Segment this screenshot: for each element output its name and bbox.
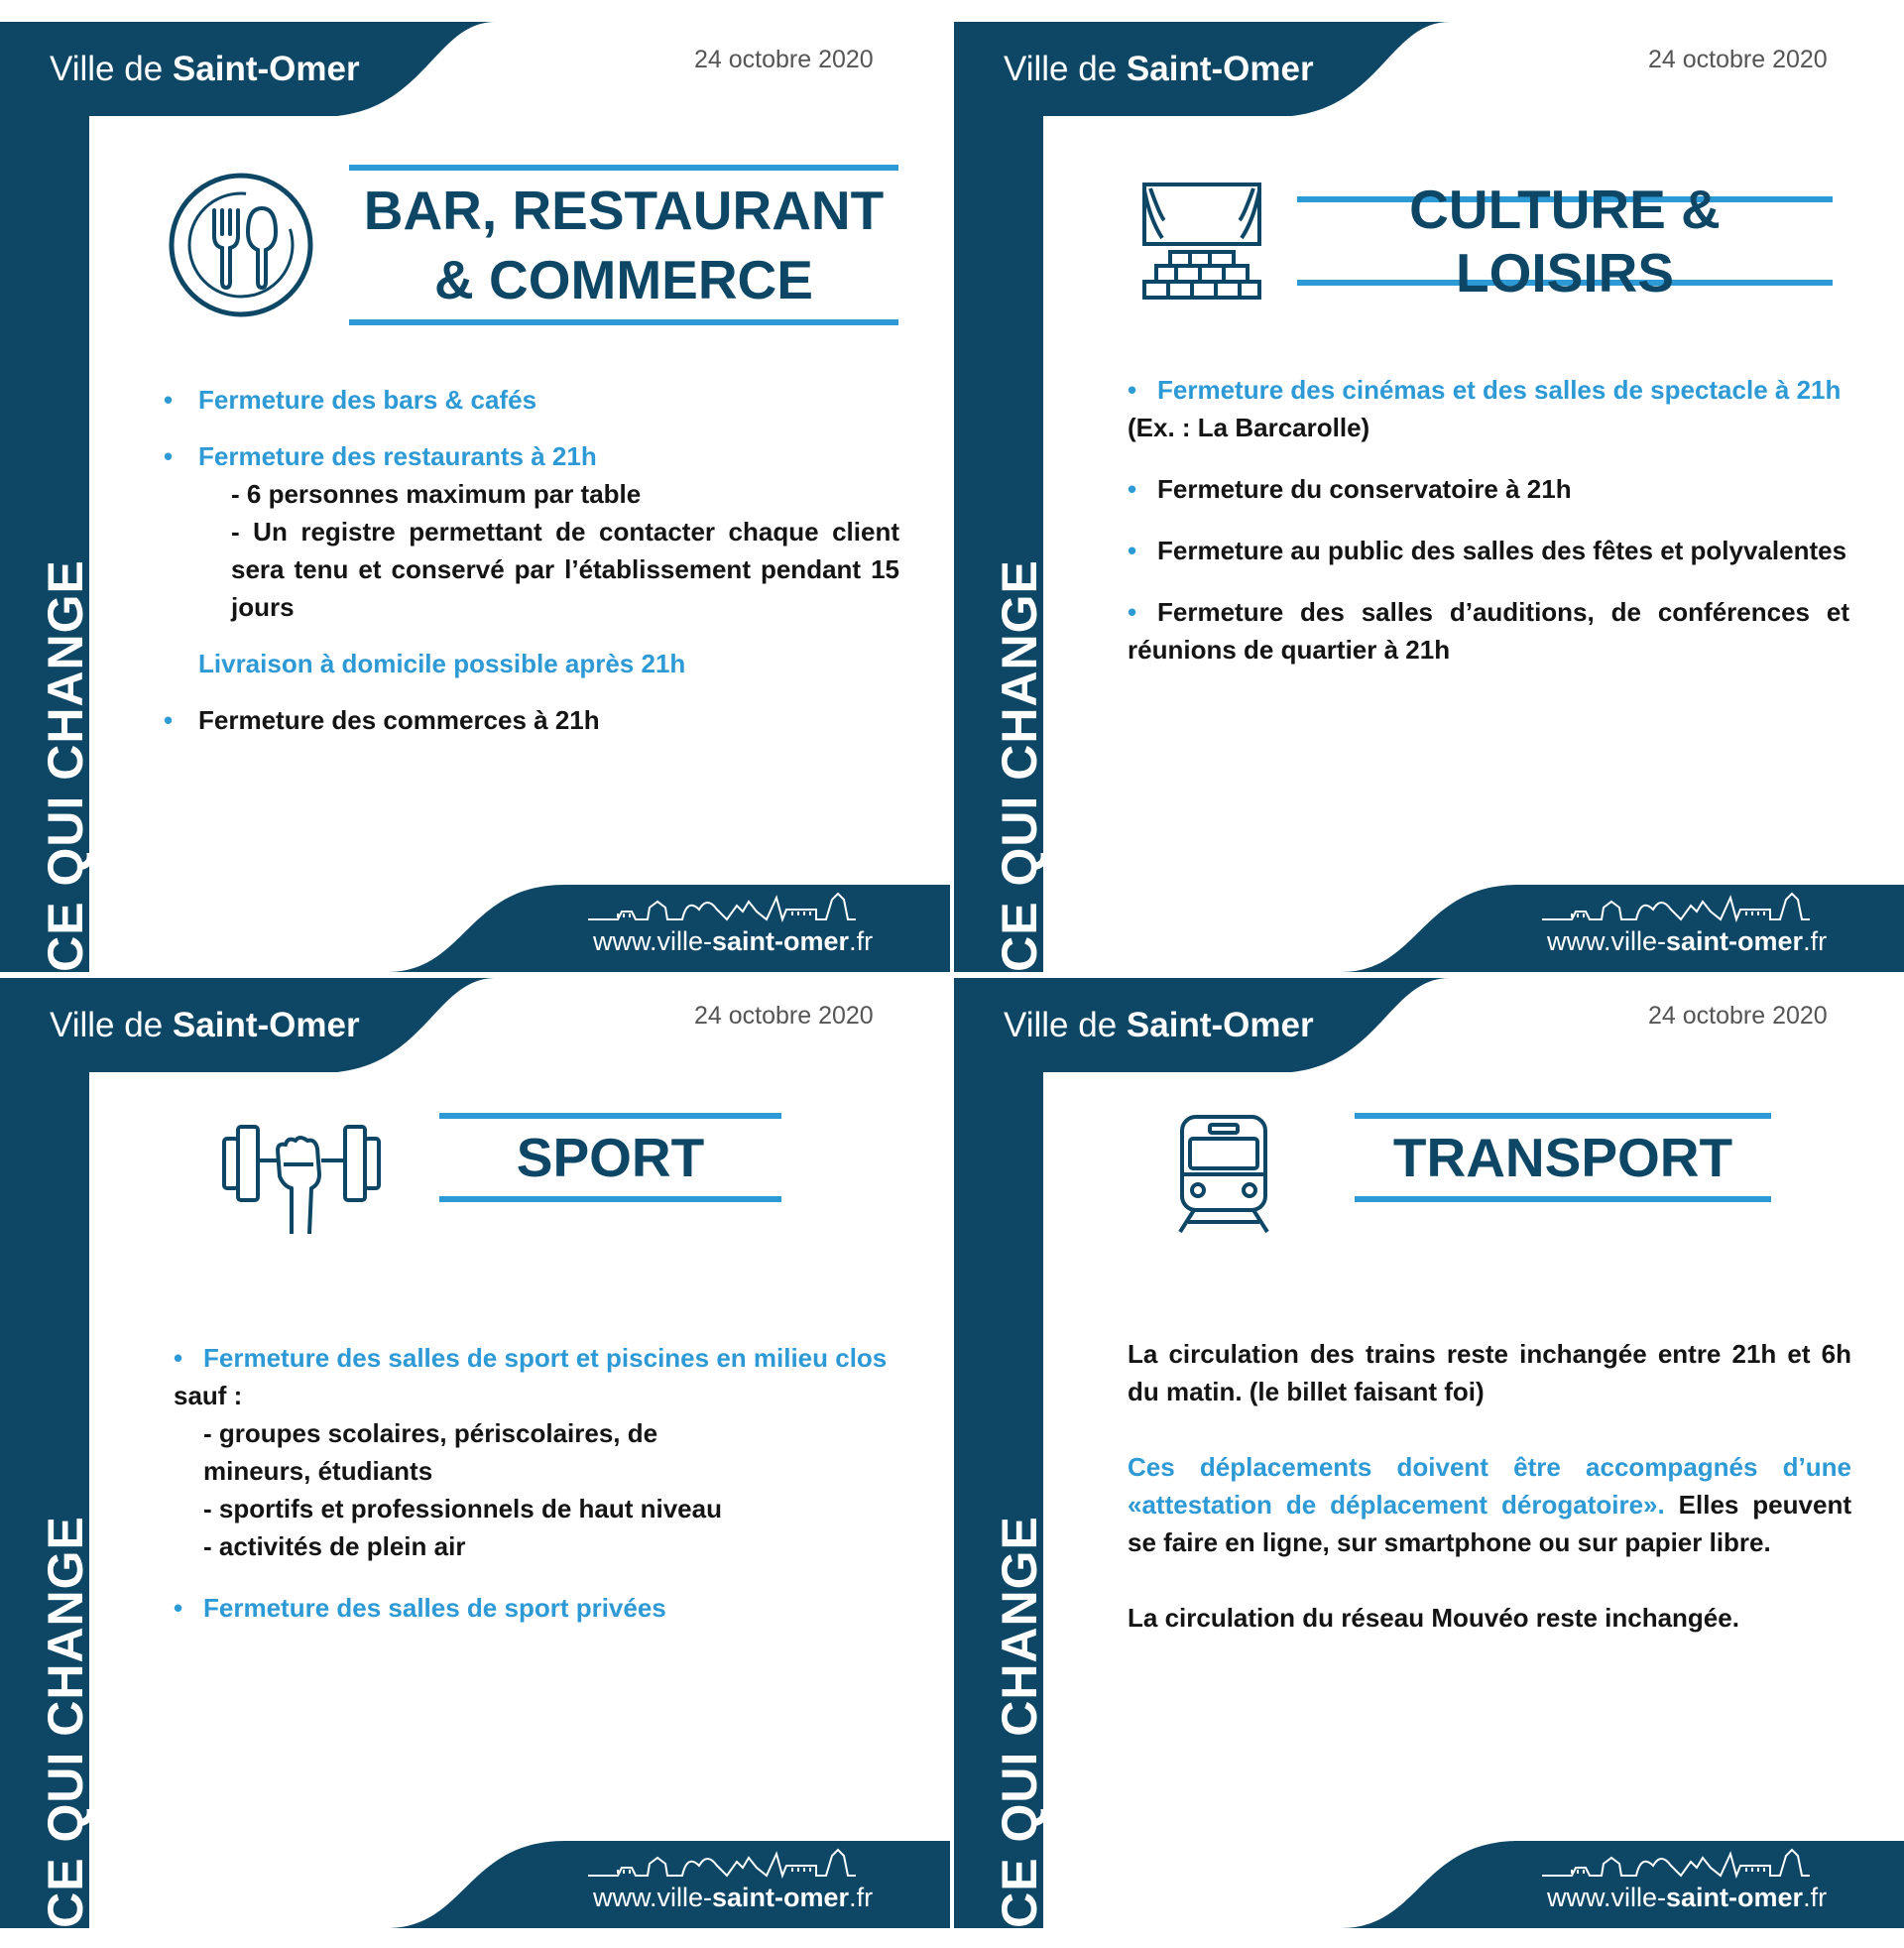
content-list <box>174 1339 897 1627</box>
bullet-icon: • <box>1128 474 1137 504</box>
content-list <box>1128 371 1849 669</box>
sub-item: - Un registre permettant de contacter chaque client sera tenu et conservé par l’établissement pendant 15 jours <box>231 517 899 622</box>
section-title: CULTURE & LOISIRS <box>1297 196 1833 286</box>
website-link[interactable]: www.ville-saint-omer.fr <box>593 1883 874 1912</box>
brand-title: Ville de Saint-Omer <box>1004 1006 1314 1044</box>
side-label: CE QUI CHANGE <box>38 1516 93 1928</box>
panel-sport <box>0 978 950 1928</box>
bullet-icon: • <box>164 705 174 735</box>
bullet-icon: • <box>1128 597 1137 627</box>
list-item: • Fermeture des restaurants à 21h <box>164 437 899 475</box>
date-label: 24 octobre 2020 <box>1648 1002 1828 1030</box>
list-item: • Fermeture des commerces à 21h <box>164 701 899 739</box>
list-item: • Fermeture des bars & cafés <box>164 381 899 419</box>
brand-title: Ville de Saint-Omer <box>50 1006 360 1044</box>
panel-bar-restaurant <box>0 22 950 972</box>
paragraph: Ces déplacements doivent être accompagnés d’une «attestation de déplacement dérogatoire». Elles peuvent se faire en ligne, sur smartphone ou sur papier libre. <box>1128 1452 1851 1557</box>
city-skyline-icon <box>1542 888 1810 923</box>
bullet-icon: • <box>174 1343 183 1373</box>
section-title: TRANSPORT <box>1355 1113 1771 1202</box>
date-label: 24 octobre 2020 <box>1648 46 1828 73</box>
brand-title: Ville de Saint-Omer <box>1004 50 1314 88</box>
sub-item: - sportifs et professionnels de haut niveau <box>203 1494 722 1523</box>
section-title: BAR, RESTAURANT & COMMERCE <box>349 165 898 325</box>
date-label: 24 octobre 2020 <box>694 46 874 73</box>
section-title: SPORT <box>439 1113 781 1202</box>
sub-item: - activités de plein air <box>203 1531 466 1561</box>
city-skyline-icon <box>1542 1844 1810 1880</box>
list-item: • Fermeture au public des salles des fêtes et polyvalentes <box>1128 532 1849 569</box>
bullet-icon: • <box>1128 536 1137 565</box>
content-list <box>1128 1335 1851 1637</box>
city-skyline-icon <box>588 1844 856 1880</box>
paragraph: La circulation des trains reste inchangée entre 21h et 6h du matin. (le billet faisant foi) <box>1128 1339 1851 1406</box>
brand-title: Ville de Saint-Omer <box>50 50 360 88</box>
sub-item: - groupes scolaires, périscolaires, de mineurs, étudiants <box>203 1418 658 1486</box>
website-link[interactable]: www.ville-saint-omer.fr <box>1547 926 1828 956</box>
train-icon <box>1174 1113 1273 1236</box>
date-label: 24 octobre 2020 <box>694 1002 874 1030</box>
content-list <box>164 381 899 739</box>
cutlery-plate-icon <box>167 171 315 319</box>
list-item: • Fermeture des salles de sport et piscines en milieu clos sauf : <box>174 1339 897 1414</box>
list-item: • Fermeture des salles de sport privées <box>174 1589 897 1627</box>
panel-transport <box>954 978 1904 1928</box>
dumbbell-hand-icon <box>222 1117 381 1236</box>
list-item: • Fermeture du conservatoire à 21h <box>1128 470 1849 508</box>
sub-item: - 6 personnes maximum par table <box>231 479 642 509</box>
panel-culture-loisirs <box>954 22 1904 972</box>
bullet-icon: • <box>174 1593 183 1623</box>
side-label: CE QUI CHANGE <box>992 559 1047 972</box>
side-label: CE QUI CHANGE <box>38 559 93 972</box>
bullet-icon: • <box>164 441 174 471</box>
website-link[interactable]: www.ville-saint-omer.fr <box>1547 1883 1828 1912</box>
delivery-note: Livraison à domicile possible après 21h <box>198 649 686 678</box>
side-label: CE QUI CHANGE <box>992 1516 1047 1928</box>
paragraph: La circulation du réseau Mouvéo reste inchangée. <box>1128 1603 1739 1633</box>
list-item: • Fermeture des cinémas et des salles de spectacle à 21h (Ex. : La Barcarolle) <box>1128 371 1849 446</box>
bullet-icon: • <box>1128 375 1137 405</box>
theater-stage-icon <box>1140 181 1263 302</box>
website-link[interactable]: www.ville-saint-omer.fr <box>593 926 874 956</box>
list-item: • Fermeture des salles d’auditions, de conférences et réunions de quartier à 21h <box>1128 593 1849 669</box>
city-skyline-icon <box>588 888 856 923</box>
bullet-icon: • <box>164 385 174 415</box>
